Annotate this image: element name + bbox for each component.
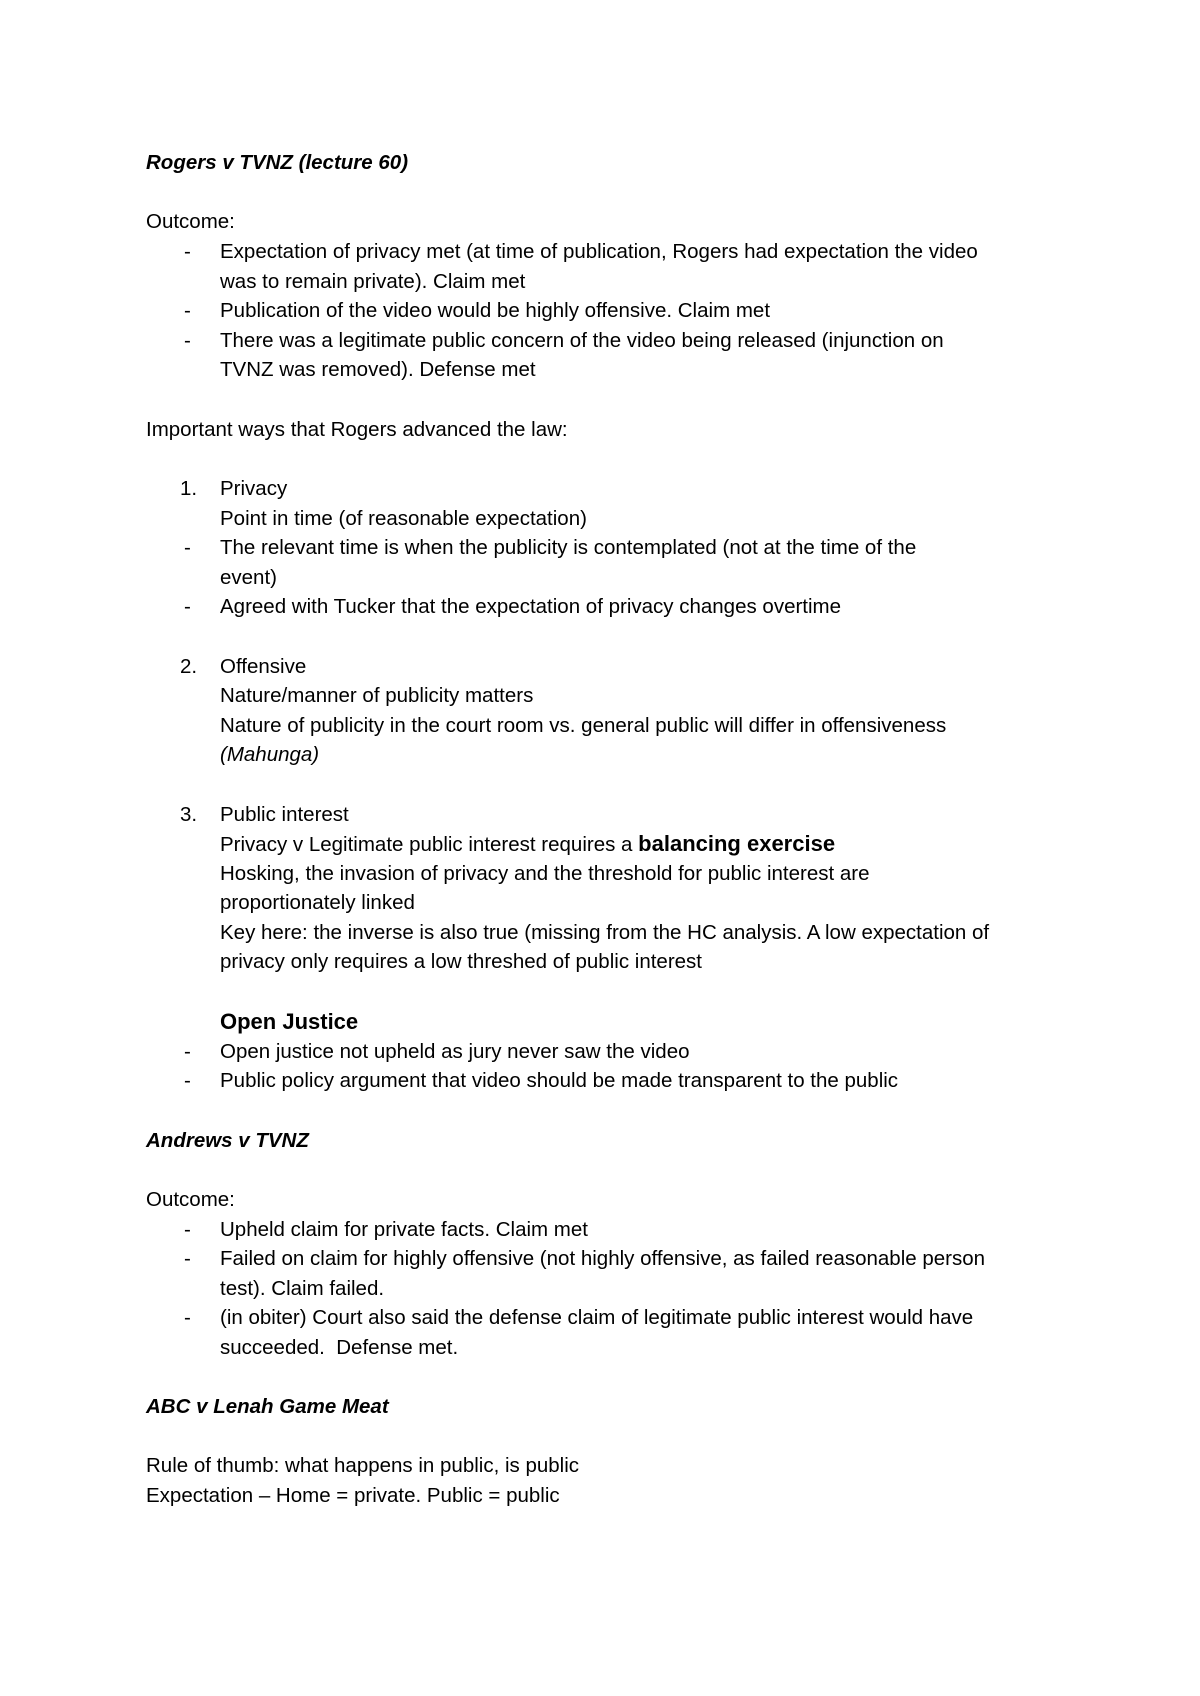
open-justice-bullet-1: Open justice not upheld as jury never saw the video [220, 1040, 690, 1063]
rogers-bullet-3-line-2: TVNZ was removed). Defense met [220, 358, 536, 381]
privacy-bullet-1-line-2: event) [220, 566, 277, 589]
rogers-bullet-2: Publication of the video would be highly offensive. Claim met [220, 299, 771, 322]
offensive-line-1: Nature/manner of publicity matters [220, 684, 534, 707]
andrews-bullet-2-line-2: test). Claim failed. [220, 1277, 385, 1300]
balancing-exercise-emphasis: balancing exercise [638, 831, 836, 856]
public-interest-line-3: proportionately linked [220, 891, 415, 914]
list-number-2: 2. [180, 655, 198, 678]
rogers-bullet-3-line-1: There was a legitimate public concern of the video being released (injunction on [220, 329, 944, 352]
abc-line-2: Expectation – Home = private. Public = public [146, 1484, 560, 1507]
bullet-dash: - [184, 1247, 191, 1270]
list-number-1: 1. [180, 477, 198, 500]
bullet-dash: - [184, 536, 191, 559]
public-interest-line-1 [220, 829, 835, 860]
rogers-heading: Rogers v TVNZ (lecture 60) [146, 151, 409, 174]
offensive-line-2: Nature of publicity in the court room vs. general public will differ in offensiveness [220, 714, 947, 737]
andrews-bullet-1: Upheld claim for private facts. Claim met [220, 1218, 588, 1241]
privacy-title: Privacy [220, 477, 288, 500]
open-justice-bullet-2: Public policy argument that video should be made transparent to the public [220, 1069, 899, 1092]
andrews-outcome-label: Outcome: [146, 1188, 235, 1211]
andrews-bullet-2-line-1: Failed on claim for highly offensive (not highly offensive, as failed reasonable person [220, 1247, 986, 1270]
andrews-bullet-3-line-2: succeeded. Defense met. [220, 1336, 459, 1359]
bullet-dash: - [184, 1306, 191, 1329]
privacy-bullet-2: Agreed with Tucker that the expectation of privacy changes overtime [220, 595, 842, 618]
andrews-bullet-3-line-1: (in obiter) Court also said the defense claim of legitimate public interest would have [220, 1306, 974, 1329]
list-number-3: 3. [180, 803, 198, 826]
rogers-bullet-1-line-2: was to remain private). Claim met [220, 270, 526, 293]
bullet-dash: - [184, 1069, 191, 1092]
bullet-dash: - [184, 595, 191, 618]
rogers-bullet-1-line-1: Expectation of privacy met (at time of publication, Rogers had expectation the video [220, 240, 978, 263]
public-interest-line-2: Hosking, the invasion of privacy and the threshold for public interest are [220, 862, 870, 885]
bullet-dash: - [184, 329, 191, 352]
privacy-bullet-1-line-1: The relevant time is when the publicity is contemplated (not at the time of the [220, 536, 917, 559]
abc-line-1: Rule of thumb: what happens in public, is public [146, 1454, 580, 1477]
public-interest-line-5: privacy only requires a low threshed of public interest [220, 950, 702, 973]
privacy-subtitle: Point in time (of reasonable expectation) [220, 507, 587, 530]
offensive-case-reference: (Mahunga) [220, 743, 320, 766]
bullet-dash: - [184, 240, 191, 263]
offensive-title: Offensive [220, 655, 307, 678]
rogers-ways-intro: Important ways that Rogers advanced the law: [146, 418, 568, 441]
bullet-dash: - [184, 1040, 191, 1063]
public-interest-line-1-text: Privacy v Legitimate public interest requires a [220, 833, 639, 856]
bullet-dash: - [184, 1218, 191, 1241]
andrews-heading: Andrews v TVNZ [146, 1129, 309, 1152]
abc-heading: ABC v Lenah Game Meat [146, 1395, 389, 1418]
bullet-dash: - [184, 299, 191, 322]
open-justice-heading: Open Justice [220, 1009, 359, 1034]
public-interest-title: Public interest [220, 803, 349, 826]
public-interest-line-4: Key here: the inverse is also true (missing from the HC analysis. A low expectation of [220, 921, 990, 944]
rogers-outcome-label: Outcome: [146, 210, 235, 233]
